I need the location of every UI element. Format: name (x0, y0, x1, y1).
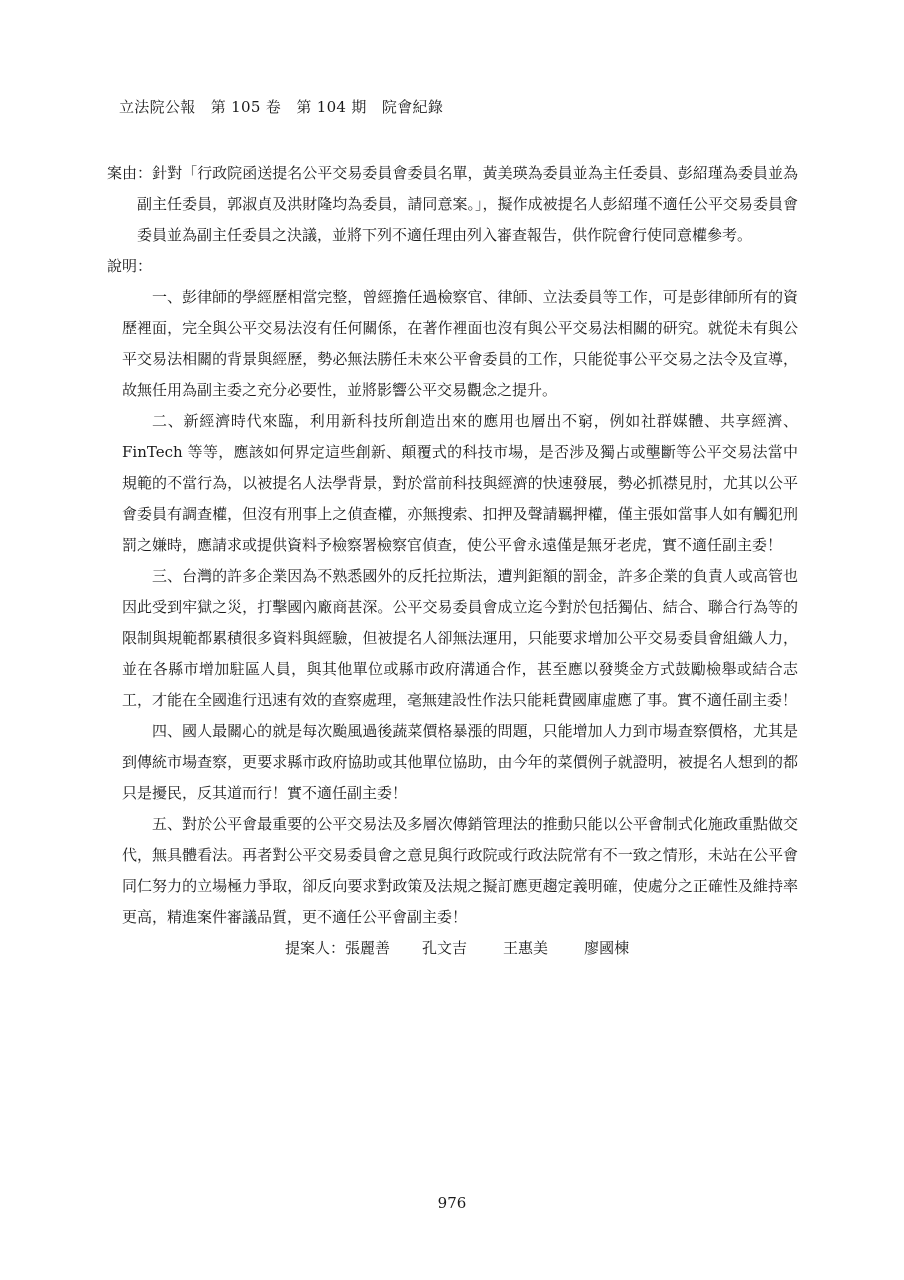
explanation-paragraph-2: 二、新經濟時代來臨，利用新科技所創造出來的應用也層出不窮，例如社群媒體、共享經濟、FinTech 等等，應該如何界定這些創新、顛覆式的科技市場，是否涉及獨占或壟斷等公平交易法當中規範的不當行為，以被提名人法學背景，對於當前科技與經濟的快速發展，勢必抓襟見肘，尤其以公平會委員有調查權，但沒有刑事上之偵查權，亦無搜索、扣押及聲請羈押權，僅主張如當事人如有觸犯刑罰之嫌時，應請求或提供資料予檢察署檢察官偵查，使公平會永遠僅是無牙老虎，實不適任副主委！ (122, 412, 798, 554)
explanation-label: 說明： (107, 257, 153, 275)
proposer-name: 張麗善 (345, 939, 391, 957)
explanation-paragraph-4: 四、國人最關心的就是每次颱風過後蔬菜價格暴漲的問題，只能增加人力到市場查察價格，尤其是到傳統市場查察，更要求縣市政府協助或其他單位協助，由今年的菜價例子就證明，被提名人想到的都只是擾民，反其道而行！實不適任副主委！ (122, 722, 798, 802)
page-number: 976 (437, 1194, 467, 1212)
proposers-line (107, 933, 798, 964)
explanation-paragraph-1: 一、彭律師的學經歷相當完整，曾經擔任過檢察官、律師、立法委員等工作，可是彭律師所有的資歷裡面，完全與公平交易法沒有任何關係，在著作裡面也沒有與公平交易法相關的研究。就從未有與公平交易法相關的背景與經歷，勢必無法勝任未來公平會委員的工作，只能從事公平交易之法令及宣導，故無任用為副主委之充分必要性，並將影響公平交易觀念之提升。 (122, 288, 798, 399)
document-body (107, 158, 798, 964)
running-head: 立法院公報 第 105 卷 第 104 期 院會紀錄 (119, 98, 444, 116)
explanation-paragraph-5: 五、對於公平會最重要的公平交易法及多層次傳銷管理法的推動只能以公平會制式化施政重點做交代，無具體看法。再者對公平交易委員會之意見與行政院或行政法院常有不一致之情形，未站在公平會同仁努力的立場極力爭取，卻反向要求對政策及法規之擬訂應更趨定義明確，使處分之正確性及維持率更高，精進案件審議品質，更不適任公平會副主委！ (122, 815, 798, 926)
proposers-label: 提案人： (285, 939, 346, 957)
proposer-name: 王惠美 (503, 939, 549, 957)
explanation-paragraph-3: 三、台灣的許多企業因為不熟悉國外的反托拉斯法，遭判鉅額的罰金，許多企業的負責人或高管也因此受到牢獄之災，打擊國內廠商甚深。公平交易委員會成立迄今對於包括獨佔、結合、聯合行為等的限制與規範都累積很多資料與經驗，但被提名人卻無法運用，只能要求增加公平交易委員會組織人力，並在各縣市增加駐區人員，與其他單位或縣市政府溝通合作，甚至應以發獎金方式鼓勵檢舉或結合志工，才能在全國進行迅速有效的查察處理，毫無建設性作法只能耗費國庫虛應了事。實不適任副主委！ (122, 567, 798, 709)
proposer-name: 廖國棟 (584, 939, 630, 957)
proposer-name: 孔文吉 (422, 939, 468, 957)
case-statement: 案由：針對「行政院函送提名公平交易委員會委員名單，黃美瑛為委員並為主任委員、彭紹瑾為委員並為副主任委員，郭淑貞及洪財隆均為委員，請同意案。」，擬作成被提名人彭紹瑾不適任公平交易委員會委員並為副主任委員之決議，並將下列不適任理由列入審查報告，供作院會行使同意權參考。 (107, 164, 798, 244)
